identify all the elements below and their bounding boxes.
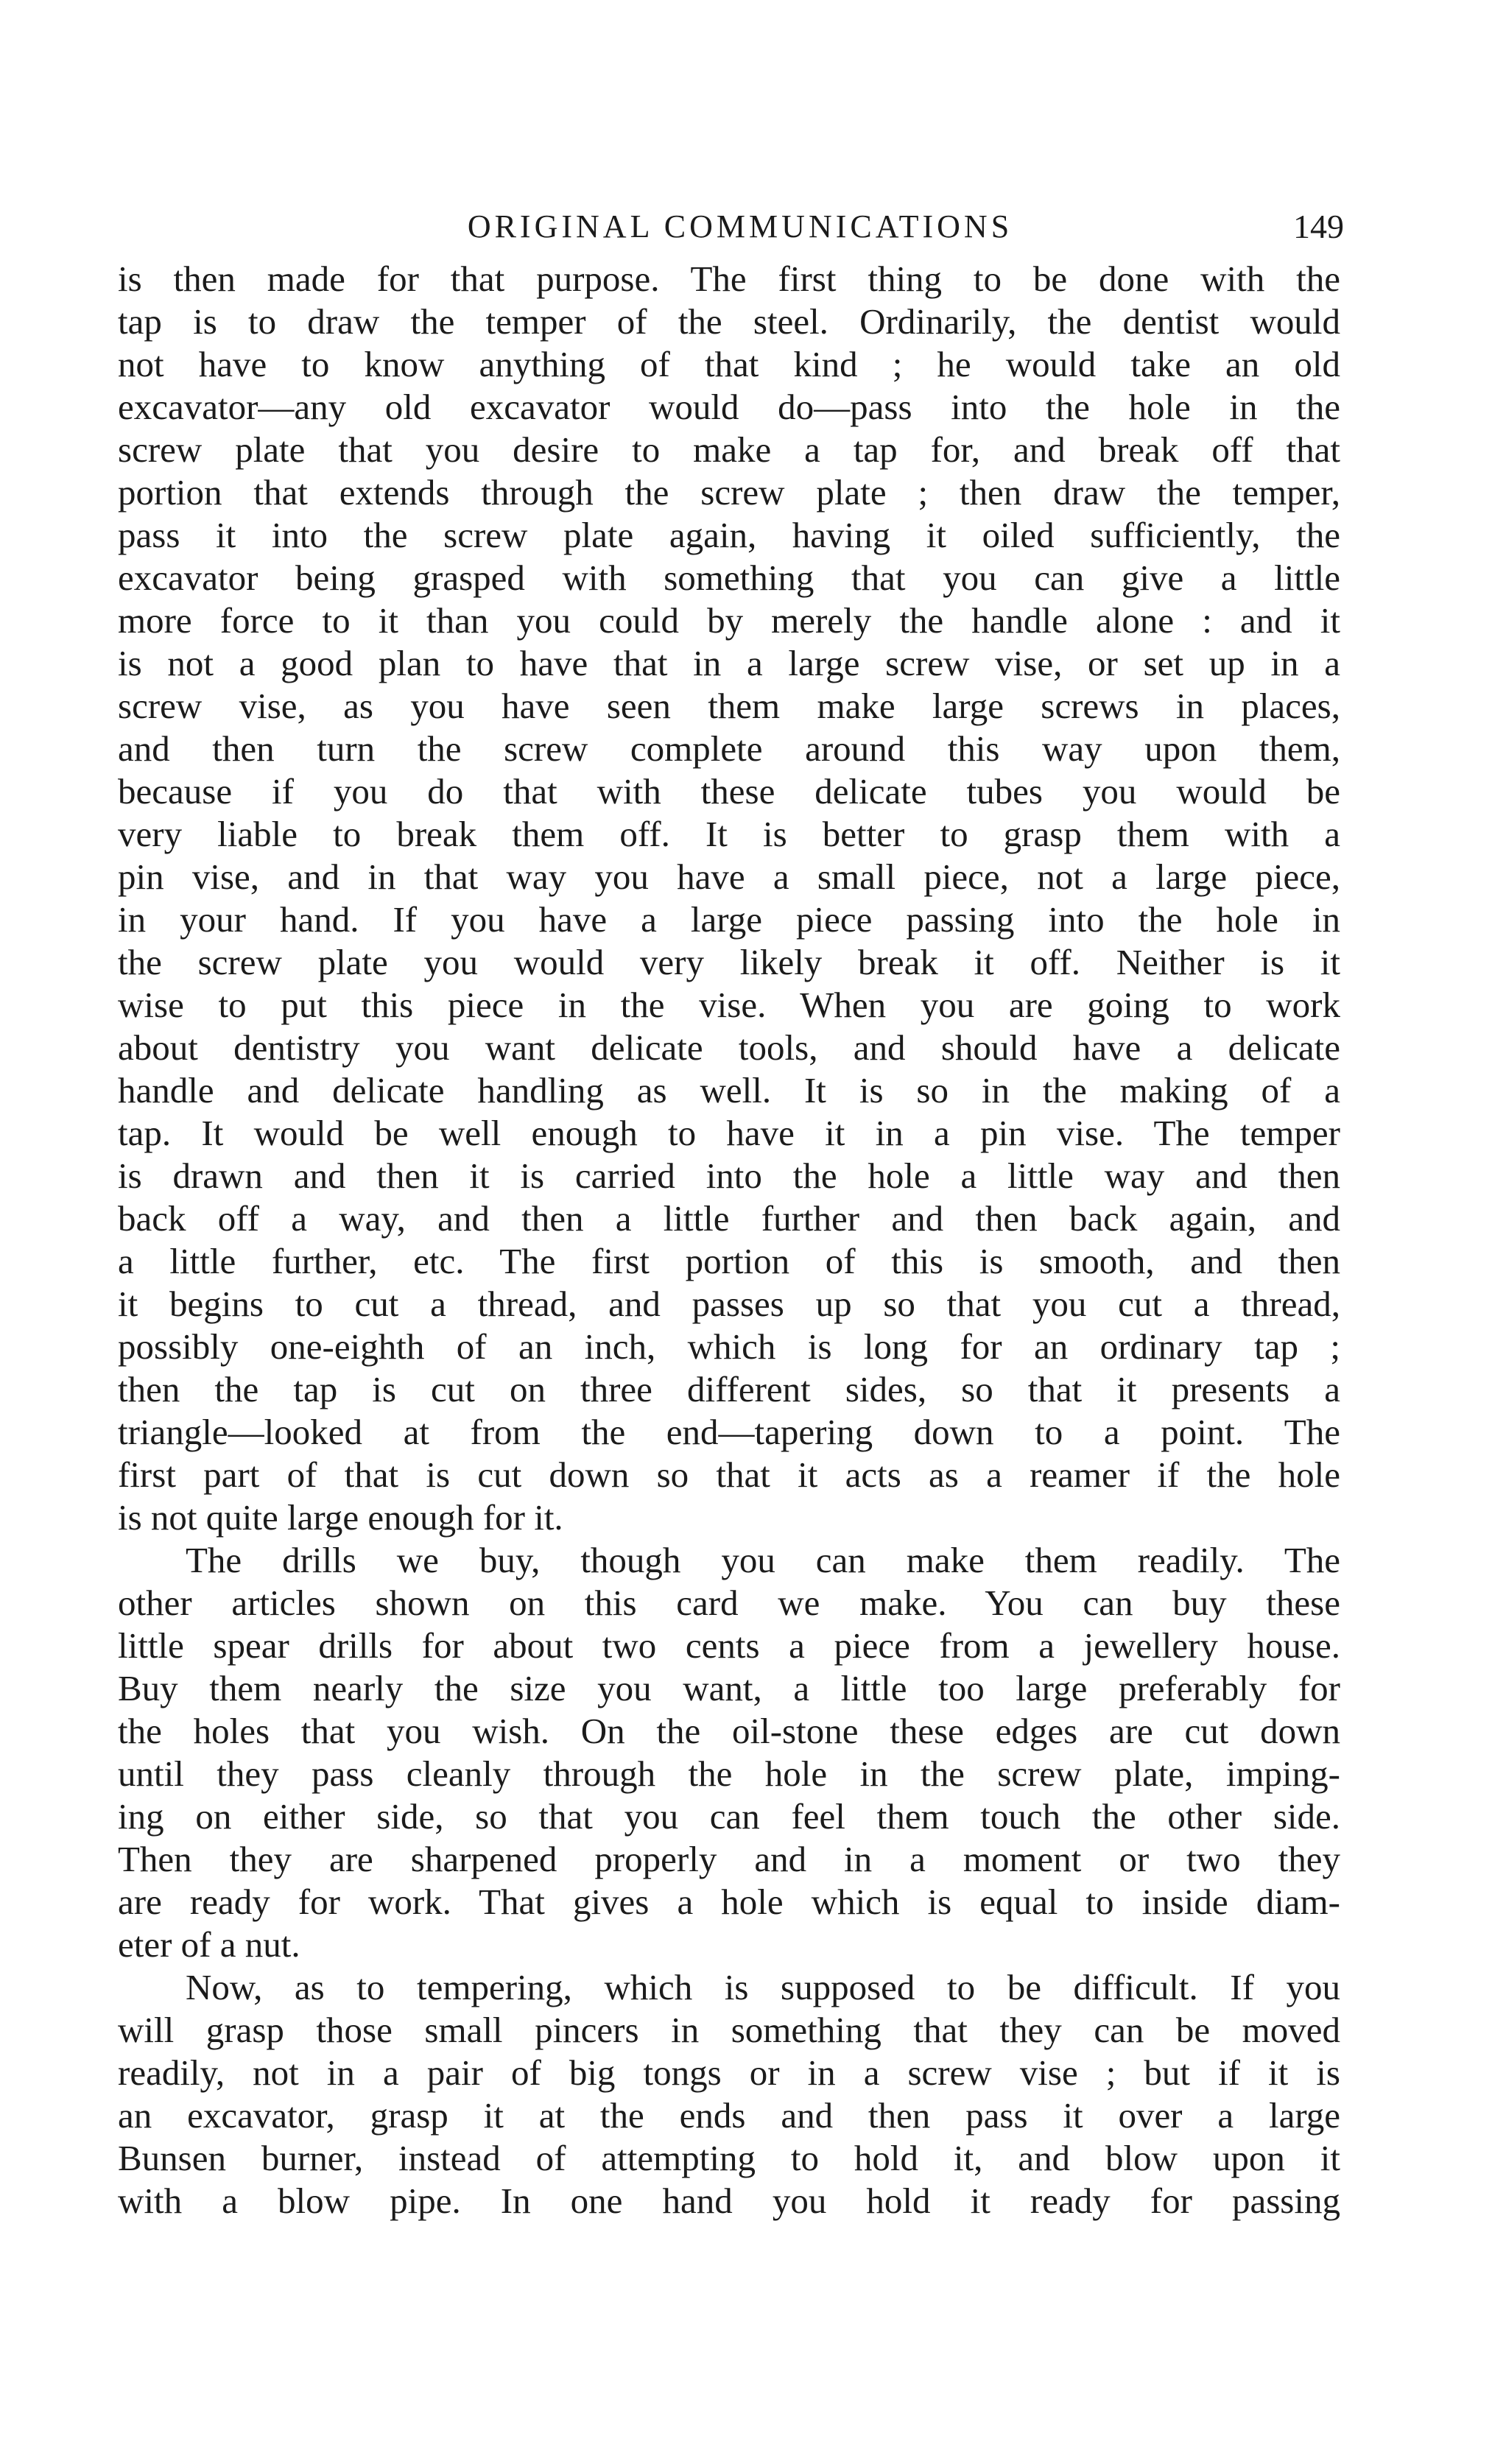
text-line: Then they are sharpened properly and in a moment or two they [118,1839,1340,1879]
text-line: is then made for that purpose. The first thing to be done with the [118,258,1340,299]
text-line: little spear drills for about two cents a piece from a jewellery house. [118,1625,1340,1666]
text-line: Bunsen burner, instead of attempting to hold it, and blow upon it [118,2138,1340,2178]
text-line: handle and delicate handling as well. It is so in the making of a [118,1070,1340,1110]
text-line: Now, as to tempering, which is supposed to be difficult. If you [186,1967,1340,2007]
text-line: eter of a nut. [118,1924,300,1965]
text-line: and then turn the screw complete around this way upon them, [118,728,1340,769]
text-line: screw plate that you desire to make a tap for, and break off that [118,429,1340,470]
text-line: excavator being grasped with something that you can give a little [118,557,1340,598]
text-line: is not quite large enough for it. [118,1497,563,1538]
text-line: readily, not in a pair of big tongs or in a screw vise ; but if it is [118,2052,1340,2093]
running-title: ORIGINAL COMMUNICATIONS [467,208,1013,244]
text-line: screw vise, as you have seen them make large screws in places, [118,686,1340,726]
text-line: wise to put this piece in the vise. When you are going to work [118,985,1340,1025]
text-line: triangle—looked at from the end—tapering down to a point. The [118,1412,1340,1452]
text-line: very liable to break them off. It is better to grasp them with a [118,814,1340,854]
text-line: not have to know anything of that kind ; he would take an old [118,344,1340,384]
text-line: is drawn and then it is carried into the hole a little way and then [118,1155,1340,1196]
text-line: The drills we buy, though you can make them readily. The [186,1540,1340,1580]
body-text [118,258,1340,2222]
text-line: first part of that is cut down so that it acts as a reamer if the hole [118,1454,1340,1495]
text-line: an excavator, grasp it at the ends and then pass it over a large [118,2095,1340,2136]
text-line: are ready for work. That gives a hole which is equal to inside diam- [118,1882,1340,1922]
text-line: tap is to draw the temper of the steel. Ordinarily, the dentist would [118,301,1340,342]
running-head [0,197,1492,256]
text-line: the screw plate you would very likely break it off. Neither is it [118,942,1340,982]
text-line: it begins to cut a thread, and passes up so that you cut a thread, [118,1284,1340,1324]
text-line: more force to it than you could by merely the handle alone : and it [118,600,1340,641]
text-line: tap. It would be well enough to have it in a pin vise. The temper [118,1113,1340,1153]
text-line: because if you do that with these delicate tubes you would be [118,771,1340,812]
text-line: in your hand. If you have a large piece passing into the hole in [118,899,1340,940]
text-line: until they pass cleanly through the hole in the screw plate, imping- [118,1753,1340,1794]
text-line: pin vise, and in that way you have a small piece, not a large piece, [118,856,1340,897]
text-line: will grasp those small pincers in something that they can be moved [118,2010,1340,2050]
text-line: is not a good plan to have that in a large screw vise, or set up in a [118,643,1340,683]
page-number: 149 [1293,208,1344,245]
text-line: ing on either side, so that you can feel them touch the other side. [118,1796,1340,1837]
text-line: pass it into the screw plate again, having it oiled sufficiently, the [118,515,1340,555]
text-line: a little further, etc. The first portion of this is smooth, and then [118,1241,1340,1281]
text-line: with a blow pipe. In one hand you hold it ready for passing [118,2180,1340,2221]
text-line: possibly one-eighth of an inch, which is long for an ordinary tap ; [118,1326,1340,1367]
text-line: Buy them nearly the size you want, a little too large preferably for [118,1668,1340,1708]
text-line: then the tap is cut on three different sides, so that it presents a [118,1369,1340,1409]
text-line: other articles shown on this card we make. You can buy these [118,1583,1340,1623]
text-line: back off a way, and then a little further and then back again, and [118,1198,1340,1239]
text-line: excavator—any old excavator would do—pass into the hole in the [118,387,1340,427]
text-line: the holes that you wish. On the oil-stone these edges are cut down [118,1711,1340,1751]
text-line: portion that extends through the screw plate ; then draw the temper, [118,472,1340,513]
text-line: about dentistry you want delicate tools, and should have a delicate [118,1027,1340,1068]
